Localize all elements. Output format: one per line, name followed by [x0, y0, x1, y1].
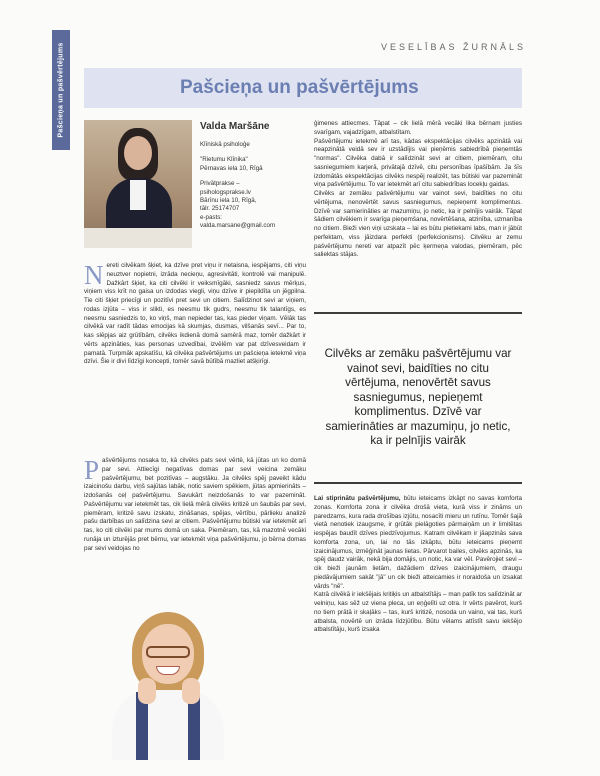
- author-clinic: "Rietumu Klīnika": [200, 156, 248, 164]
- paragraph-text: ereti cilvēkam šķiet, ka dzīve pret viņu ir netaisna, iespējams, citi viņu neuztver nopietni, izrāda necieņu, agresivitāti, kontrolē vai manipulē. Dažkārt šķiet, ka citi cilvēki ir veiksmīgāki, sasniedz savus mērķus, viņiem viss krīt no gaisa un izdodas viegli, viņu dzīve ir piepildīta un jēgpilna. Tie citi šķiet priecīgi un pozitīvi pret sevi un citiem. Salīdzinot sevi ar viņiem, rodas izjūta – viss ir slikti, es neesmu tik gudrs, neesmu tik talantīgs, es neesmu sasniedzis to, ko viņš, man nepieder tas, kas pieder viņam. Vēlāk tas cilvēkā var radīt tādas emocijas kā skumjas, dusmas, vilšanās sevī... Par to, kas slēpjas aiz grūtībām, cilvēks ikdienā domā samērā maz, tomēr dažkārt ir vērts apzināties, kas personas uzvedībai, izvēlēm var pat dzīvesveidam ir pamatā. Turpmāk apskatīšu, kā cilvēka pašvērtējums un pašcieņa ietekmē viņa dzīvi. Šie ir divi līdzīgi koncepti, tomēr savā būtībā mazliet atšķirīgi.: [84, 262, 306, 366]
- paragraph-text: Pašvērtējumu ietekmē arī tas, kādas ekspektācijas cilvēks apzinātā vai neapzinātā veidā sev ir uzstādījis vai pieņēmis sabiedrībā pieņemtās "normas". Cilvēka dabā ir salīdzināt sevi ar citiem, piemēram, citu sasniegumiem karjerā, privātajā dzīvē, citu personības īpašībām. Ja šīs izdomātās ekspektācijas cilvēks nespēj realizēt, tas būtiski var pazemināt viņa pašvērtējumu. To var ietekmēt arī citu sabiedrības locekļu gaidas.: [314, 137, 522, 189]
- paragraph: [314, 495, 522, 591]
- private-site: psihologsprakse.lv: [200, 188, 251, 196]
- author-clinic-address: Pērnavas iela 10, Rīgā: [200, 164, 263, 172]
- author-photo: [84, 120, 192, 248]
- body-paragraph-1: [84, 262, 306, 367]
- section-tab-label: Pašcieņa un pašvērtējums: [57, 42, 65, 138]
- dropcap: P: [84, 455, 100, 485]
- author-private-block: [200, 180, 304, 230]
- author-email: valda.marsane@gmail.com: [200, 222, 276, 230]
- author-name: Valda Maršāne: [200, 121, 270, 132]
- paragraph-lead: Lai stiprinātu pašvērtējumu,: [314, 495, 401, 502]
- private-address: Bārīnu iela 10, Rīgā,: [200, 197, 257, 205]
- author-role: Klīniskā psiholoģe: [200, 141, 250, 148]
- author-clinic-block: [200, 156, 304, 173]
- body-column-right-bottom: [314, 495, 522, 635]
- paragraph-text: ašvērtējums nosaka to, kā cilvēks pats sevi vērtē, kā jūtas un ko domā par sevi. Attiecīgi negatīvas domas par sevi veicina zemāku pašvērtējumu, bet pozitīvas – augstāku. Ja cilvēks spēj paveikt kādu izaicinošu darbu, viņš sajūtas labāk, notic saviem spēkiem, jūtas apmierināts – izdošanās ceļ pašvērtējumu. Savukārt neizdošanās to var pazemināt. Pašvērtējumu var ietekmēt tas, cik lielā mērā cilvēks kritizē un šaubās par sevi, piemēram, kritizē savu izskatu, zināšanas, spējas, vērtību, pārlieku analizē pašu darbības un salīdzina sevi ar citiem. Pašvērtējumu būtiski var ietekmēt arī tas, ko citi cilvēki par mums domā un saka. Piemēram, tas, kā mazotnē vecāki runāja un izturējās pret bērnu, var ietekmēt viņa pašvērtējumu, jo bērna domas par sevi veidojas no: [84, 457, 306, 552]
- girl-photo: [98, 612, 238, 760]
- dropcap: N: [84, 260, 104, 290]
- paragraph-text: būtu ieteicams izkāpt no savas komforta zonas. Komforta zona ir cilvēka drošā vieta, kurā viss ir zināms un paredzams, kura rada drošības izjūtu, nosacīti mieru un rutīnu. Tomēr šajā vietā nenotiek izaugsme, ir grūtāk pielāgoties pārmaiņām un ir limitētas iespējas baudīt dzīves piedzīvojumus. Katram cilvēkam ir jāapzinās sava komforta zona, un, lai no tās izkāptu, būtu ieteicams pieņemt izaicinājumus, izmēģināt jaunas lietas. Pārvarot bailes, cilvēks apzinās, ka spēj daudz vairāk, nekā bija domājis, un notic, ka var vēl. Pavērojiet sevi – cik bieži jaunām lietām, dažādiem dzīves izaicinājumiem, draugu piedāvājumiem sakāt "jā" un cik bieži atteicamies ir noraidoša un izsakat vārds "nē".: [314, 495, 523, 590]
- author-contact: [200, 120, 304, 238]
- author-phone: tālr. 25174707: [200, 205, 240, 213]
- pull-quote: [314, 312, 522, 484]
- section-tab: [52, 30, 70, 150]
- journal-name: VESELĪBAS ŽURNĀLS: [380, 42, 526, 52]
- paragraph-text: ģimenes attiecmes. Tāpat – cik lielā mērā vecāki lika bērnam justies svarīgam, vajadzīgam, atbalstītam.: [314, 120, 522, 136]
- email-label: e-pasts:: [200, 213, 223, 221]
- pull-quote-text: Cilvēks ar zemāku pašvērtējumu var vainot sevi, baidīties no citu vērtējuma, nenovērtēt savus sasniegumus, nepieņemt komplimentus. Dzīvē var samierināties ar mazumiņu, jo netic, ka ir pelnījis vairāk: [324, 346, 512, 448]
- paragraph-text: Cilvēks ar zemāku pašvērtējumu var vainot sevi, baidīties no citu vērtējuma, nenovērtēt savus sasniegumus, nepieņemt komplimentus. Dzīvē var samierināties ar mazumiņu, jo netic, ka ir pelnījis vairāk. Tāpat šādiem cilvēkiem ir svarīga pieņemšana, novērtēšana, atzinība, uzmanība no citiem. Bieži vien viņi uzskata – lai es būtu pietiekami labs, man ir jābūt perfektam, viss jāizdara perfekti (perfekcionisms). Cilvēku ar zemu pašvērtējumu nereti var atpazīt pēc ķermeņa valodas, piemēram, pēc saliektas stājas.: [314, 190, 522, 259]
- body-paragraph-2: [84, 457, 306, 553]
- article-title: Pašcieņa un pašvērtējums: [180, 77, 419, 98]
- paragraph-text: Katrā cilvēkā ir iekšējais kritiķis un atbalstītājs – man patīk tos salīdzināt ar velniņu, kas sēž uz viena pleca, un eņģelīti uz otra. Ir vērts pavērot, kurš no tiem prātā ir skaļāks – tas, kurš kritizē, nosoda un vaino, vai tas, kurš atbalsta, novērtē un izrāda līdzjūtību. Būtu vēlams attīstīt savu iekšējo atbalstītāju, kurš izsaka: [314, 591, 522, 634]
- title-banner: [84, 68, 522, 108]
- private-label: Privātprakse –: [200, 180, 240, 188]
- body-column-right-top: [314, 120, 522, 260]
